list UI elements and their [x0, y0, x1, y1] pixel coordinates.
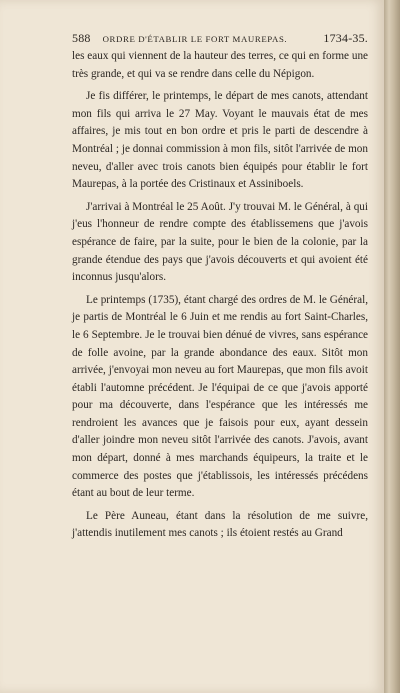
paragraph-4: Le printemps (1735), étant chargé des ordres de M. le Général, je partis de Montréal le 6 Juin et me rendis au fort Saint-Charles, le 6 Septembre. Je le trouvai bien dénué de vivres, sans espérance de folle avoine, par la grande abondance des eaux. Sitôt mon arrivée, j'envoyai mon neveu au fort Maurepas, que mon fils avoit établi l'automne précédent. Je l'équipai de ce que j'avois apporté pour ma découverte, dans l'espérance que les intéressés me rendroient les avances que je faisois pour eux, ayant dessein d'aller joindre mon neveu sitôt l'arrivée des canots. J'avois, avant mon départ, donné à mes marchands équipeurs, la traite et le commerce des postes que j'établissois, les intéressés précédens étant au bout de leur terme.	[72, 293, 368, 500]
header-years: 1734-35.	[323, 31, 368, 45]
running-header	[72, 31, 368, 46]
body-text	[72, 48, 368, 543]
page-number: 588	[72, 31, 91, 45]
paragraph-3: J'arrivai à Montréal le 25 Août. J'y trouvai M. le Général, à qui j'eus l'honneur de rendre compte des établissemens que j'avois espérance de faire, par la suite, pour le bien de la colonie, par la grande étendue des pays que j'avois découverts et qui avoient été inconnus jusqu'alors.	[72, 200, 368, 284]
paragraph-5: Le Père Auneau, étant dans la résolution de me suivre, j'attendis inutilement mes canots ; ils étoient restés au Grand	[72, 509, 368, 540]
paragraph-1: les eaux qui viennent de la hauteur des terres, ce qui en forme une très grande, et qui va se rendre dans celle du Népigon.	[72, 50, 368, 80]
page-edge	[384, 0, 400, 693]
paragraph-2: Je fis différer, le printemps, le départ de mes canots, attendant mon fils qui arriva le 27 May. Voyant le mauvais état de mes affaires, je mis tout en bon ordre et pris le parti de descendre à Montréal ; je donnai commission à mon fils, sitôt l'arrivée de mon neveu, d'aller avec trois canots bien équipés pour établir le fort Maurepas, à la portée des Cristinaux et Assiniboels.	[72, 90, 368, 191]
running-title: ORDRE D'ÉTABLIR LE FORT MAUREPAS.	[102, 34, 288, 44]
